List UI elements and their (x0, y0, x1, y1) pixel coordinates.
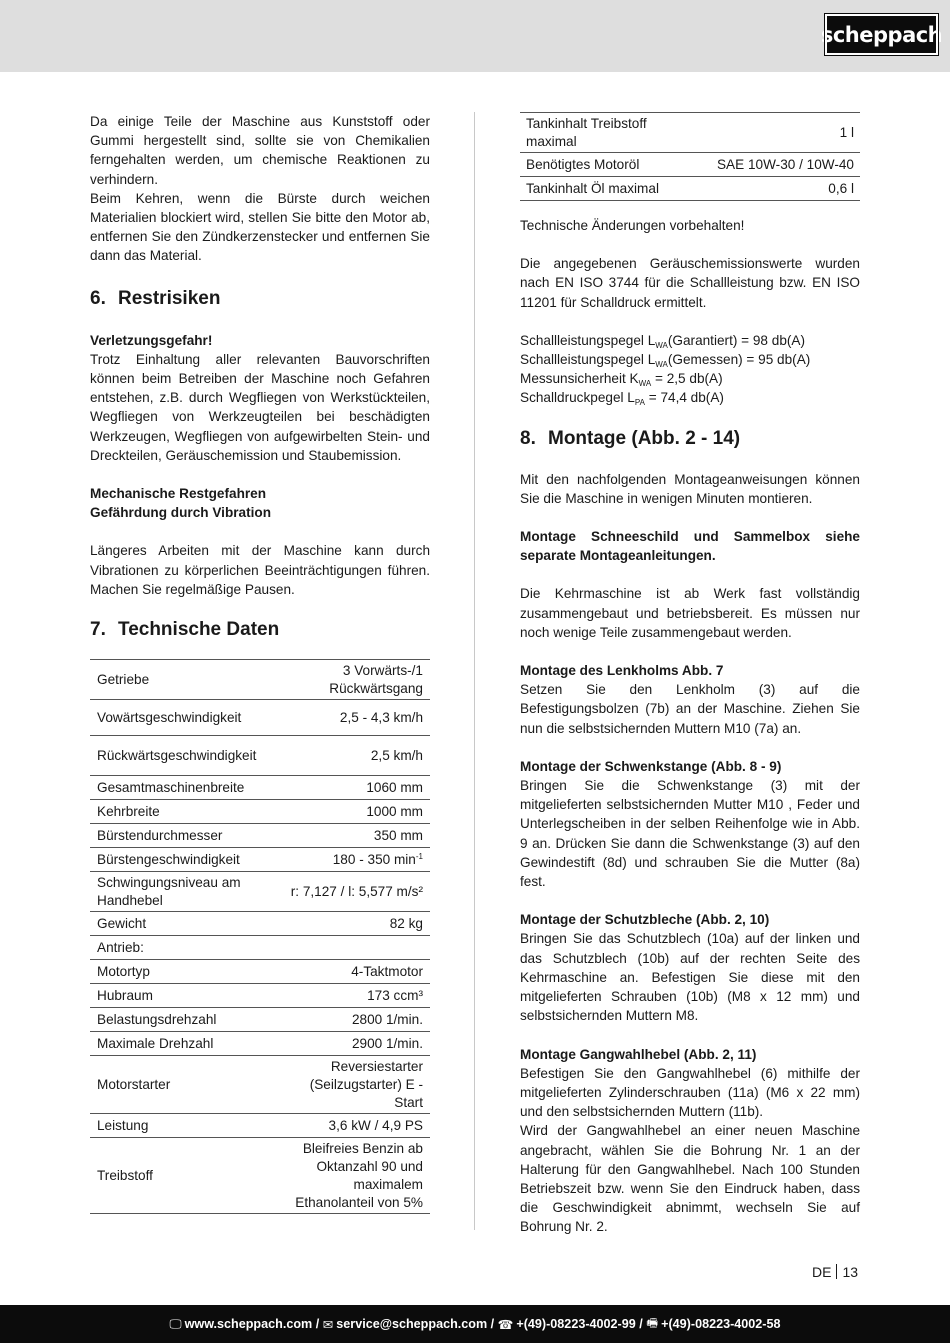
spec-value (274, 824, 430, 848)
noise-intro: Die angegebenen Geräuschemissionswerte wurden nach EN ISO 3744 für die Schallleistung bzw. EN ISO 11201 für Schalldruck ermittelt. (520, 256, 860, 310)
spec-value-text: 2,5 km/h (370, 748, 423, 764)
spec-value: SAE 10W-30 / 10W-40 (692, 153, 860, 177)
section-7-heading (90, 617, 430, 643)
spec-row (90, 1032, 430, 1056)
noise-sub: PA (634, 398, 645, 408)
spec-value (274, 984, 430, 1008)
footer-website[interactable]: www.scheppach.com / (184, 1317, 320, 1331)
mail-icon: ✉ (322, 1317, 334, 1332)
spec-value (274, 1114, 430, 1138)
spec-label: Treibstoff (90, 1138, 274, 1214)
spec-value (274, 1138, 430, 1214)
technical-data-table (90, 659, 430, 1214)
spec-row (90, 1138, 430, 1214)
page-number (812, 1264, 858, 1280)
noise-pre: Schalldruckpegel L (520, 390, 635, 406)
spec-row (90, 1114, 430, 1138)
section-8-title: Montage (Abb. 2 - 14) (548, 427, 741, 449)
spec-value-text: 2,5 - 4,3 km/h (339, 710, 423, 726)
section-8-number: 8. (520, 427, 536, 449)
spec-row (90, 776, 430, 800)
header-band (0, 0, 950, 72)
right-column (520, 112, 860, 1237)
gear-lever-text-2: Wird der Gangwahlhebel an einer neuen Maschine angebracht, wählen Sie die Bohrung Nr. 1 an der Halterung für den Gangwahlhebel. Nach 100 Stunden Betriebszeit bzw. wenn Sie den Eindruck haben, dass die Geschwindigkeit abnimmt, wechseln Sie auf Bohrung Nr. 2. (520, 1123, 860, 1235)
spec-row (90, 700, 430, 736)
technical-data-table-continued (520, 112, 860, 201)
footer-phone: +(49)-08223-4002-99 / (516, 1317, 643, 1331)
handlebar-heading: Montage des Lenkholms Abb. 7 (520, 663, 724, 679)
spec-value-text: 1060 mm (366, 780, 423, 796)
handlebar-text: Setzen Sie den Lenkholm (3) auf die Befestigungsbolzen (7b) an der Maschine. Ziehen Sie nun die selbstsichernden Muttern M10 (7a) an. (520, 682, 860, 736)
footer-fax: +(49)-08223-4002-58 (661, 1317, 781, 1331)
technical-changes-note: Technische Änderungen vorbehalten! (520, 218, 745, 233)
section-6-title: Restrisiken (118, 287, 221, 309)
spec-row (90, 1056, 430, 1114)
spec-value-text: 2900 1/min. (351, 1036, 423, 1052)
fax-icon: 🖷 (646, 1315, 659, 1330)
spec-value-text: Bleifreies Benzin ab Oktanzahl 90 und maximalem Ethanolanteil von 5% (295, 1141, 423, 1211)
spec-row (90, 936, 430, 960)
noise-post: = 2,5 db(A) (651, 371, 723, 387)
mechanical-heading: Mechanische Restgefahren (90, 486, 267, 502)
spec-label: Leistung (90, 1114, 274, 1138)
section-7-title: Technische Daten (118, 619, 280, 641)
injury-text: Trotz Einhaltung aller relevanten Bauvorschriften können beim Betreiben der Maschine noch Gefahren entstehen, z.B. durch Wegfliegen von Werkstückteilen, Wegfliegen von Werkzeugteilen bei beschädigten Werkzeugen, Wegfliegen von aufgewirbelten Stein- und Dreckteilen, Geräuschemission und Staubemission. (90, 351, 430, 463)
noise-post: (Garantiert) = 98 db(A) (667, 332, 806, 348)
spec-label: Maximale Drehzahl (90, 1032, 274, 1056)
spec-value-text: Reversiestarter (Seilzugstarter) E - Start (309, 1059, 423, 1111)
phone-icon: ☎ (497, 1317, 514, 1332)
spec-value (274, 936, 430, 960)
spec-row (90, 872, 430, 912)
spec-label: Kehrbreite (90, 800, 274, 824)
noise-pre: Schallleistungspegel L (520, 352, 656, 368)
spec-label: Bürstengeschwindigkeit (90, 848, 274, 872)
spec-label: Antrieb: (90, 936, 274, 960)
noise-sub: WA (655, 340, 668, 350)
noise-post: = 74,4 db(A) (644, 390, 724, 406)
spec-value-text: r: 7,127 / l: 5,577 m/s² (290, 884, 423, 900)
spec-value (274, 912, 430, 936)
spec-row (90, 984, 430, 1008)
spec-label: Tankinhalt Treibstoff maximal (520, 113, 692, 153)
spec-label: Gesamtmaschinenbreite (90, 776, 274, 800)
noise-pre: Schallleistungspegel L (520, 332, 656, 348)
noise-value-line (520, 369, 860, 388)
noise-sub: WA (638, 379, 652, 389)
swivel-bar-heading: Montage der Schwenkstange (Abb. 8 - 9) (520, 758, 782, 774)
spec-row (520, 177, 860, 201)
spec-value (274, 1008, 430, 1032)
mudguard-heading: Montage der Schutzbleche (Abb. 2, 10) (520, 912, 770, 928)
spec-value (274, 700, 430, 736)
spec-row (90, 824, 430, 848)
spec-value-superscript: -1 (415, 852, 423, 862)
spec-label: Tankinhalt Öl maximal (520, 177, 692, 201)
spec-row (520, 153, 860, 177)
factory-assembled-note: Die Kehrmaschine ist ab Werk fast vollständig zusammengebaut und betriebsbereit. Es müssen nur noch wenige Teile zusammengebaut werden. (520, 586, 860, 640)
vibration-heading: Gefährdung durch Vibration (90, 505, 272, 521)
spec-value (274, 872, 430, 912)
page-language: DE (812, 1264, 832, 1280)
snow-shield-note: Montage Schneeschild und Sammelbox siehe separate Montageanleitungen. (520, 529, 860, 564)
spec-value: 1 l (692, 113, 860, 153)
spec-label: Belastungsdrehzahl (90, 1008, 274, 1032)
spec-label: Gewicht (90, 912, 274, 936)
spec-value-text: 82 kg (389, 916, 423, 932)
left-column (90, 112, 430, 1214)
spec-row (90, 800, 430, 824)
spec-value (274, 1056, 430, 1114)
spec-value-text: 3,6 kW / 4,9 PS (328, 1118, 423, 1134)
spec-value-text: 350 mm (373, 828, 423, 844)
noise-post: (Gemessen) = 95 db(A) (667, 352, 811, 368)
spec-label: Motortyp (90, 960, 274, 984)
section-7-number: 7. (90, 619, 106, 641)
spec-value (274, 800, 430, 824)
spec-row (90, 736, 430, 776)
spec-label: Hubraum (90, 984, 274, 1008)
spec-label: Bürstendurchmesser (90, 824, 274, 848)
swivel-bar-text: Bringen Sie die Schwenkstange (3) mit der mitgelieferten selbstsichernden Mutter M10 , Feder und Unterlegscheiben in der selben Reihenfolge wie in Abb. 9 an. Drücken Sie dann die Schwenkstange (3) auf den Gewindestift (8d) und schrauben Sie die Mutter (8a) fest. (520, 778, 860, 890)
mudguard-text: Bringen Sie das Schutzblech (10a) auf der linken und das Schutzblech (10b) auf der rechten Seite des Kehrmaschine an. Befestigen Sie diese mit den mitgelieferten Schrauben (10b) (M8 x 12 mm) und selbstsichernden Muttern M8. (520, 931, 860, 1024)
noise-value-line (520, 388, 860, 407)
assembly-intro: Mit den nachfolgenden Montageanweisungen können Sie die Maschine in wenigen Minuten montieren. (520, 471, 860, 506)
section-6-heading (90, 286, 430, 312)
column-divider (474, 112, 475, 1230)
noise-value-line (520, 350, 860, 369)
intro-paragraph-1: Da einige Teile der Maschine aus Kunststoff oder Gummi hergestellt sind, sollte sie von Chemikalien ferngehalten werden, um chemische Reaktionen zu verhindern. (90, 114, 430, 187)
spec-row (90, 912, 430, 936)
spec-label: Benötigtes Motoröl (520, 153, 692, 177)
section-6-number: 6. (90, 287, 106, 309)
brand-logo: scheppach (825, 14, 938, 55)
noise-values (520, 331, 860, 408)
spec-value-text: 3 Vorwärts-/1 Rückwärtsgang (329, 663, 423, 697)
computer-icon: 🖵 (169, 1316, 182, 1331)
injury-heading: Verletzungsgefahr! (90, 332, 213, 348)
spec-row (90, 1008, 430, 1032)
spec-value (274, 776, 430, 800)
spec-value-text: 1000 mm (366, 804, 423, 820)
spec-value (274, 960, 430, 984)
spec-value (274, 848, 430, 872)
spec-label: Rückwärtsgeschwindigkeit (90, 736, 274, 776)
spec-row (90, 960, 430, 984)
noise-sub: WA (655, 360, 668, 370)
footer-email[interactable]: service@scheppach.com / (336, 1317, 495, 1331)
spec-value (274, 660, 430, 700)
spec-label: Getriebe (90, 660, 274, 700)
spec-row (90, 660, 430, 700)
footer-contact-bar (0, 1305, 950, 1343)
spec-row (90, 848, 430, 872)
spec-value-text: 2800 1/min. (351, 1012, 423, 1028)
intro-paragraph-2: Beim Kehren, wenn die Bürste durch weichen Materialien blockiert wird, stellen Sie bitte den Motor ab, entfernen Sie den Zündkerzenstecker und entfernen Sie dann das Material. (90, 190, 430, 264)
spec-value (274, 736, 430, 776)
noise-pre: Messunsicherheit K (520, 371, 639, 387)
vibration-text: Längeres Arbeiten mit der Maschine kann durch Vibrationen zu körperlichen Beeinträchtigungen führen. Machen Sie regelmäßige Pausen. (90, 543, 430, 597)
spec-label: Schwingungsniveau am Handhebel (90, 872, 274, 912)
spec-label: Motorstarter (90, 1056, 274, 1114)
noise-value-line (520, 331, 860, 350)
spec-value: 0,6 l (692, 177, 860, 201)
section-8-heading (520, 426, 860, 452)
spec-row (520, 113, 860, 153)
page-number-value: 13 (842, 1264, 859, 1280)
spec-value-text: 173 ccm³ (367, 988, 423, 1004)
spec-value (274, 1032, 430, 1056)
spec-label: Vowärtsgeschwindigkeit (90, 700, 274, 736)
gear-lever-text-1: Befestigen Sie den Gangwahlhebel (6) mithilfe der mitgelieferten Zylinderschrauben (11a) (M6 x 22 mm) und den selbstsichernden Muttern (11b). (520, 1065, 860, 1120)
spec-value-text: 4-Taktmotor (351, 964, 423, 980)
spec-value-text: 180 - 350 min (332, 852, 416, 868)
gear-lever-heading: Montage Gangwahlhebel (Abb. 2, 11) (520, 1046, 757, 1062)
